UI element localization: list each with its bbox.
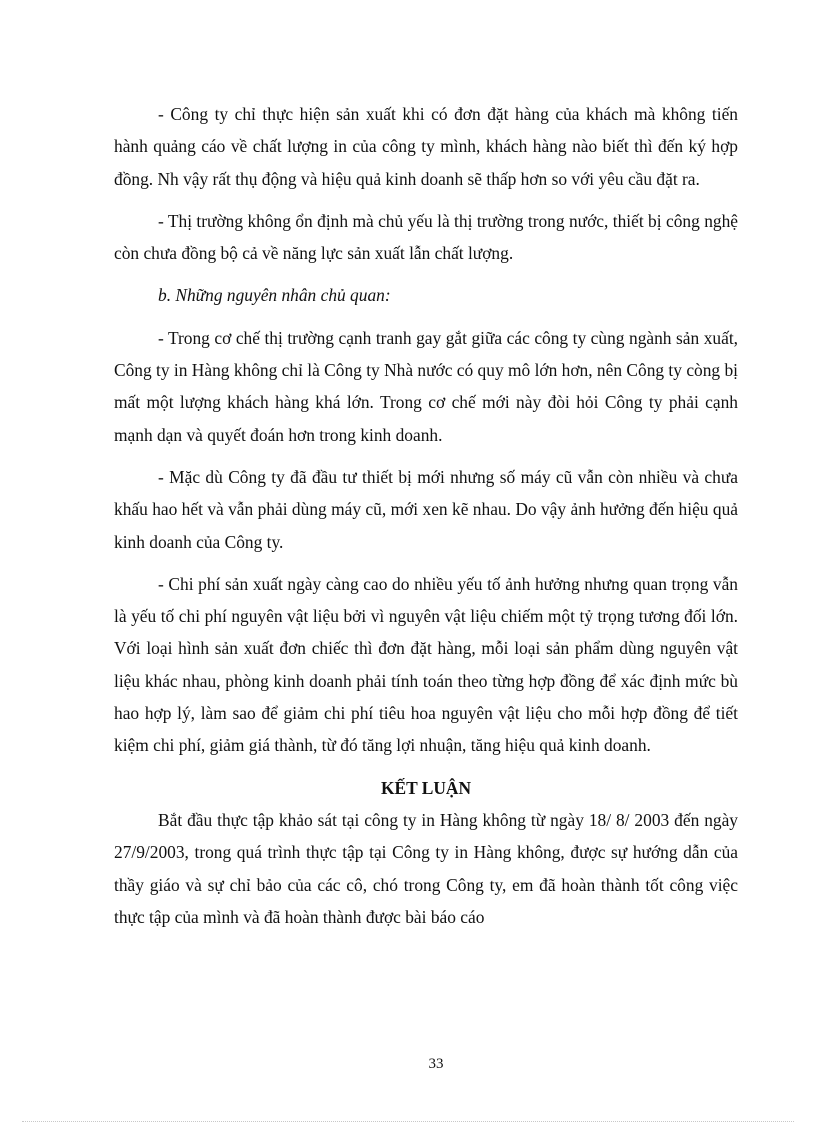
paragraph-market-stability: - Thị trường không ổn định mà chủ yếu là thị trường trong nước, thiết bị công nghệ còn chưa đồng bộ cả về năng lực sản xuất lẫn chất lượng. bbox=[114, 210, 738, 264]
conclusion-heading: KẾT LUẬN bbox=[380, 777, 472, 798]
page-body bbox=[114, 98, 738, 933]
paragraph-marketing: - Công ty chỉ thực hiện sản xuất khi có đơn đặt hàng của khách mà không tiến hành quảng cáo về chất lượng in của công ty mình, khách hàng nào biết thì đến ký hợp đồng. Nh vậy rất thụ động và hiệu quả kinh doanh sẽ thấp hơn so với yêu cầu đặt ra. bbox=[114, 104, 738, 189]
subheading-subjective-causes: b. Những nguyên nhân chủ quan: bbox=[158, 285, 391, 306]
paragraph-production-costs: - Chi phí sản xuất ngày càng cao do nhiều yếu tố ảnh hưởng nhưng quan trọng vẫn là yếu tố chi phí nguyên vật liệu bởi vì nguyên vật liệu chiếm một tỷ trọng tương đối lớn. Với loại hình sản xuất đơn chiếc thì đơn đặt hàng, mỗi loại sản phẩm dùng nguyên vật liệu khác nhau, phòng kinh doanh phải tính toán theo từng hợp đồng để xác định mức bù hao hợp lý, làm sao để giảm chi phí tiêu hoa nguyên vật liệu cho mỗi hợp đồng để tiết kiệm chi phí, giảm giá thành, từ đó tăng lợi nhuận, tăng hiệu quả kinh doanh. bbox=[114, 573, 738, 756]
page-bottom-border bbox=[22, 1121, 794, 1122]
page-number: 33 bbox=[428, 1056, 444, 1072]
conclusion-paragraph: Bắt đầu thực tập khảo sát tại công ty in Hàng không từ ngày 18/ 8/ 2003 đến ngày 27/9/2003, trong quá trình thực tập tại Công ty in Hàng không, được sự hướng dẫn của thầy giáo và sự chỉ bảo của các cô, chó trong Công ty, em đã hoàn thành tốt công việc thực tập của mình và đã hoàn thành được bài báo cáo bbox=[114, 809, 738, 927]
paragraph-competition: - Trong cơ chế thị trường cạnh tranh gay gắt giữa các công ty cùng ngành sản xuất, Công ty in Hàng không chỉ là Công ty Nhà nước có quy mô lớn hơn, nên Công ty còng bị mất một lượng khách hàng khá lớn. Trong cơ chế mới này đòi hỏi Công ty phải cạnh mạnh dạn và quyết đoán hơn trong kinh doanh. bbox=[114, 327, 738, 445]
paragraph-old-equipment: - Mặc dù Công ty đã đầu tư thiết bị mới nhưng số máy cũ vẫn còn nhiều và chưa khấu hao hết và vẫn phải dùng máy cũ, mới xen kẽ nhau. Do vậy ảnh hưởng đến hiệu quả kinh doanh của Công ty. bbox=[114, 466, 738, 552]
